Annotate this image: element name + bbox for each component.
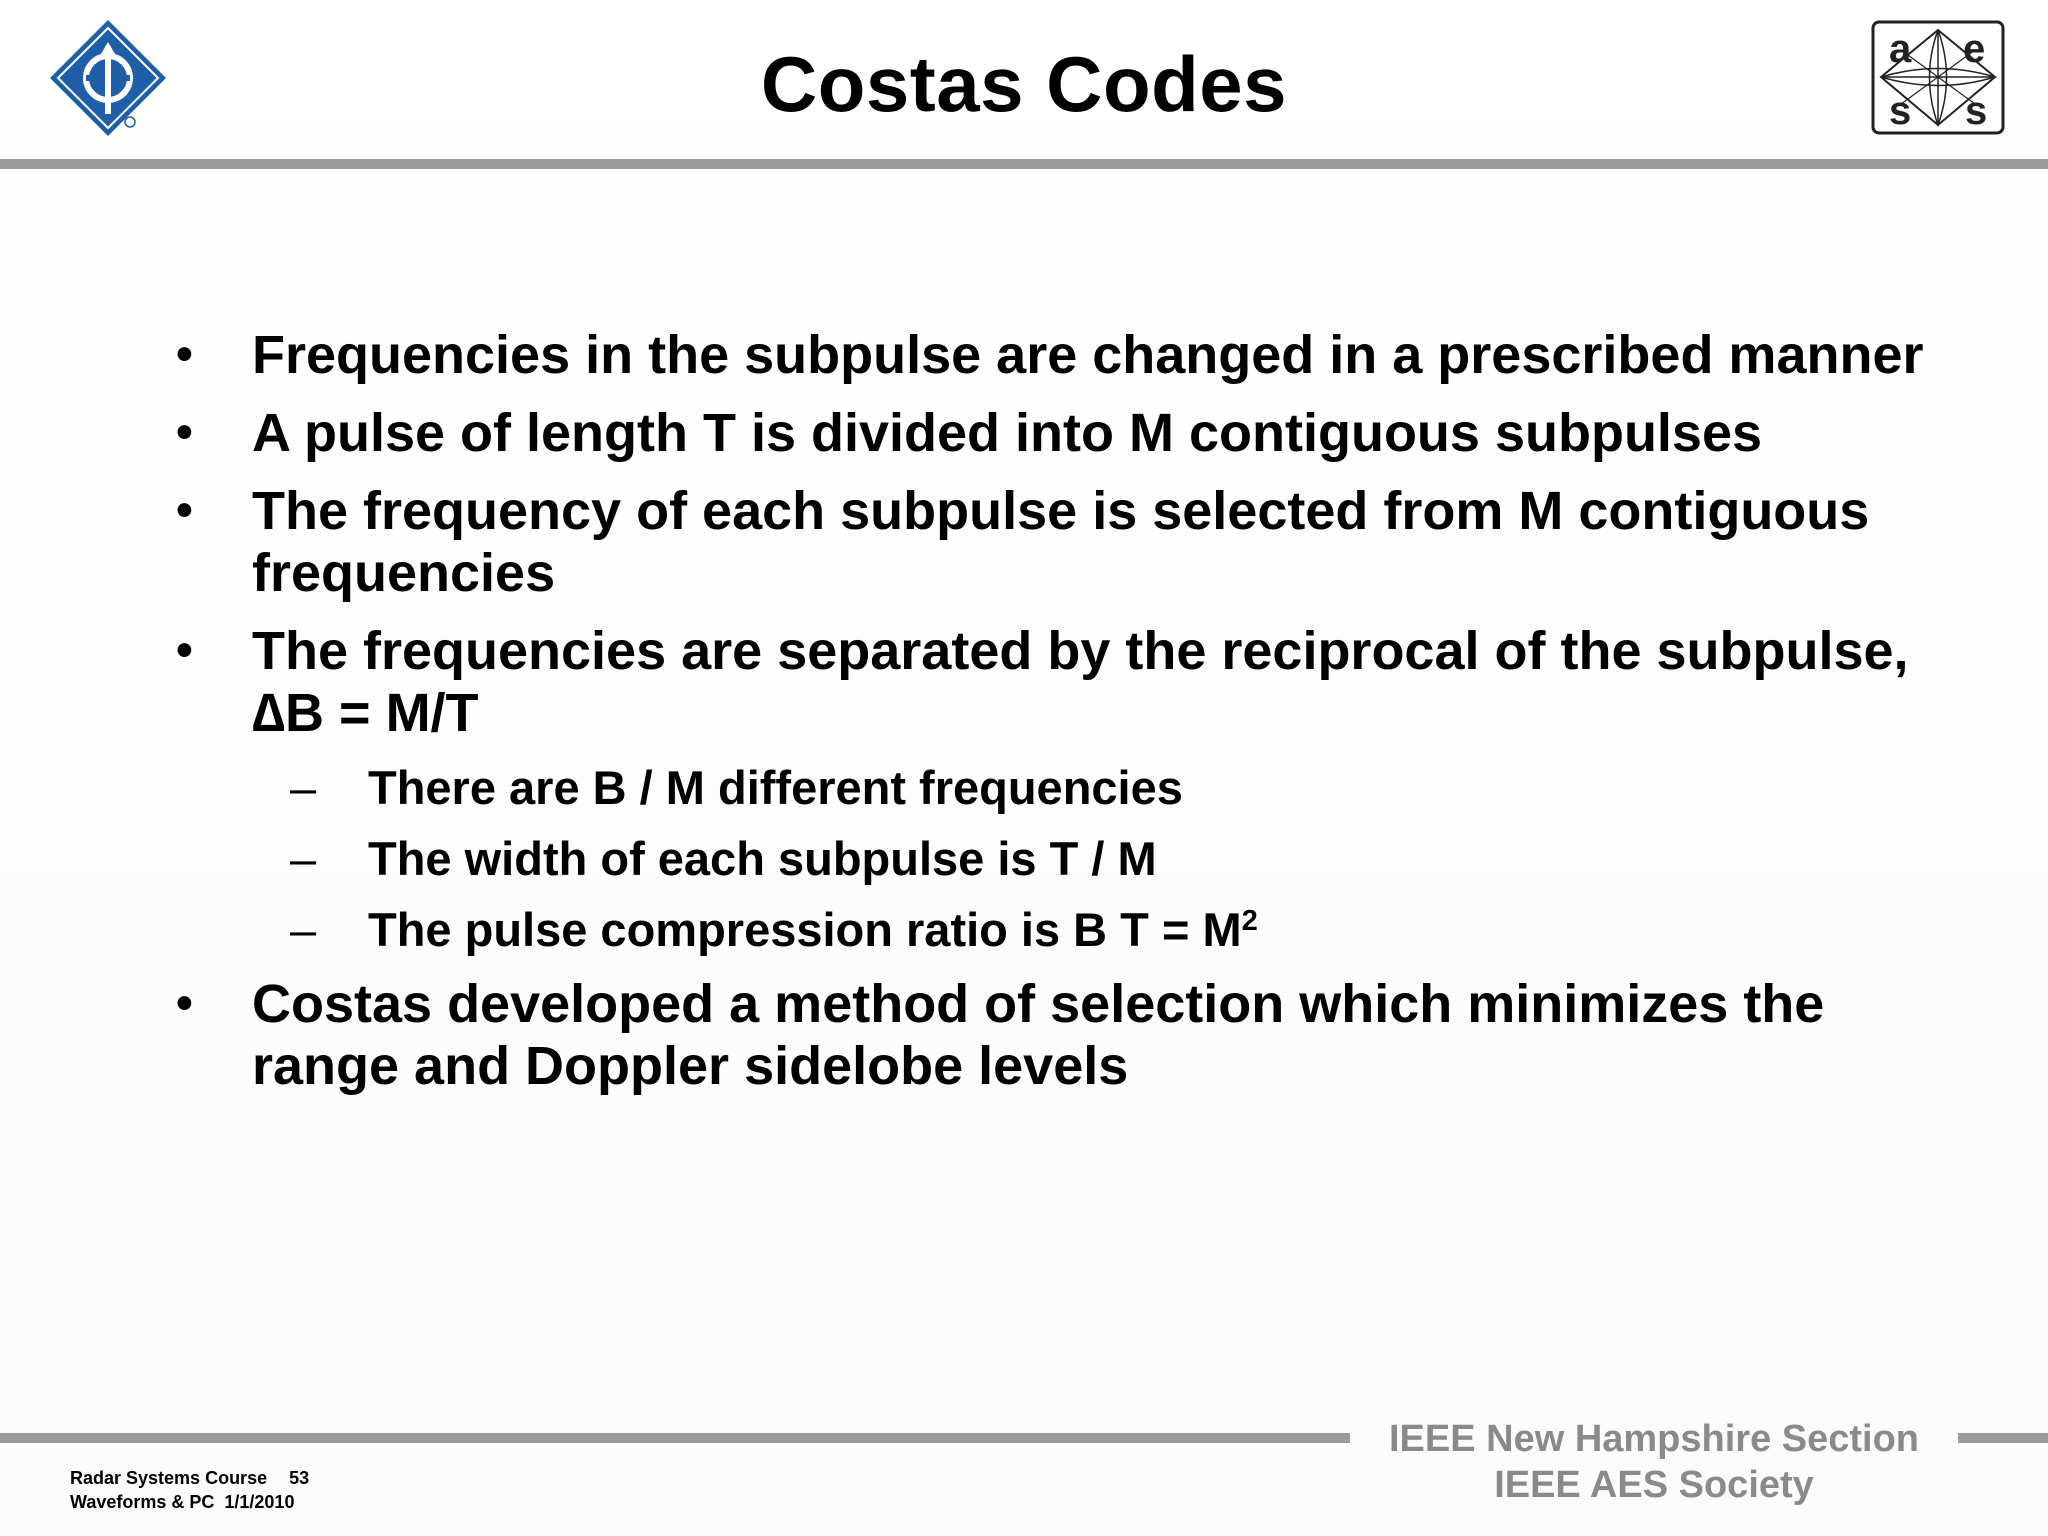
footer-course-info xyxy=(70,1466,309,1514)
bullet-item xyxy=(168,973,1968,1097)
footer-course-name: Radar Systems Course xyxy=(70,1468,268,1488)
bullet-dot: • xyxy=(176,406,193,459)
footer-divider-right xyxy=(1958,1433,2048,1443)
bullet-text: The frequencies are separated by the reciprocal of the subpulse, ∆B = M/T xyxy=(252,621,1909,743)
bullet-dot: • xyxy=(176,328,193,381)
slide-title: Costas Codes xyxy=(760,40,1288,128)
sub-bullet-item xyxy=(168,902,1968,958)
sub-bullet-dash: – xyxy=(290,903,317,956)
sub-bullet-dash: – xyxy=(290,832,317,885)
aess-letter-e: e xyxy=(1963,27,1986,71)
bullet-dot: • xyxy=(176,977,193,1030)
bullet-dot: • xyxy=(176,484,193,537)
bullet-dot: • xyxy=(176,624,193,677)
footer-divider-left xyxy=(0,1433,1350,1443)
bullet-text: Costas developed a method of selection which minimizes the range and Doppler sidelobe levels xyxy=(252,974,1825,1096)
bullet-text: The frequency of each subpulse is selected from M contiguous frequencies xyxy=(252,481,1870,603)
aess-letter-s-left: s xyxy=(1889,89,1912,133)
bullet-item xyxy=(168,620,1968,744)
footer-lecture: Waveforms & PC xyxy=(70,1492,215,1512)
aess-letter-a: a xyxy=(1889,27,1912,71)
bullet-item xyxy=(168,324,1968,386)
footer-page-number: 53 xyxy=(289,1468,310,1488)
footer-lecture-line xyxy=(70,1490,309,1514)
bullet-list xyxy=(168,324,1968,1113)
superscript: 2 xyxy=(1241,904,1258,937)
sub-bullet-list xyxy=(168,760,1968,958)
bullet-item xyxy=(168,402,1968,464)
sub-bullet-item xyxy=(168,760,1968,816)
sub-bullet-text: There are B / M different frequencies xyxy=(368,761,1183,814)
bullet-item xyxy=(168,480,1968,604)
aess-letter-s-right: s xyxy=(1965,89,1988,133)
sub-bullet-text: The pulse compression ratio is B T = M xyxy=(368,903,1242,956)
sub-bullet-item xyxy=(168,831,1968,887)
footer-course-line xyxy=(70,1466,309,1490)
bullet-text: A pulse of length T is divided into M contiguous subpulses xyxy=(252,403,1763,463)
sub-bullet-dash: – xyxy=(290,761,317,814)
footer-org-line1: IEEE New Hampshire Section xyxy=(1388,1418,1920,1460)
header-divider xyxy=(0,159,2048,169)
bullet-text: Frequencies in the subpulse are changed in a prescribed manner xyxy=(252,325,1924,385)
footer-org-line2: IEEE AES Society xyxy=(1494,1464,1814,1506)
footer-organization xyxy=(1350,1416,1958,1508)
sub-bullet-text: The width of each subpulse is T / M xyxy=(368,832,1157,885)
footer-date: 1/1/2010 xyxy=(224,1492,295,1512)
